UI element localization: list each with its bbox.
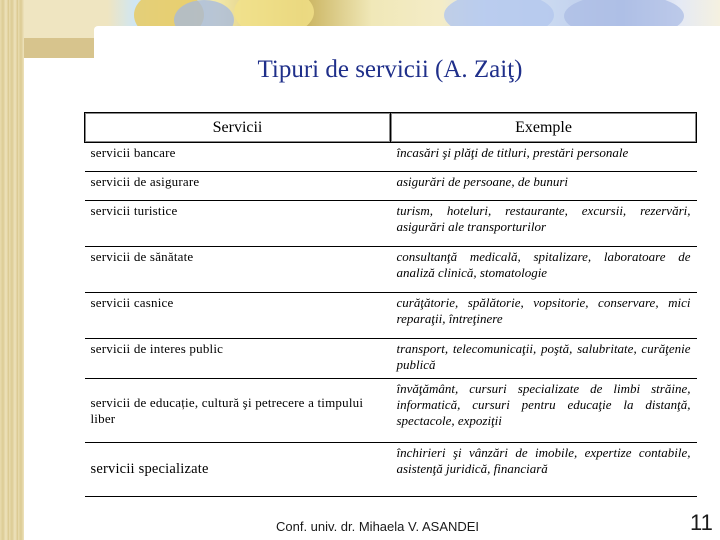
services-table: [84, 112, 697, 497]
banner-sheet: [94, 26, 720, 58]
table-row: [85, 339, 697, 379]
service-cell: servicii specializate: [85, 443, 391, 497]
header-servicii: Servicii: [85, 113, 391, 143]
footer-author: Conf. univ. dr. Mihaela V. ASANDEI: [276, 519, 480, 534]
table-header-row: [85, 113, 697, 143]
services-table-container: [84, 112, 696, 496]
top-decorative-banner: [24, 0, 720, 58]
table-row: [85, 172, 697, 201]
service-cell: servicii de sănătate: [85, 247, 391, 293]
table-row: [85, 247, 697, 293]
examples-cell: învăţământ, cursuri specializate de limbi străine, informatică, cursuri pentru educaţie la distanţă, spectacole, expoziţii: [391, 379, 697, 443]
table-row: [85, 379, 697, 443]
table-row: [85, 293, 697, 339]
service-cell: servicii de educație, cultură şi petrecere a timpului liber: [85, 379, 391, 443]
table-row: [85, 443, 697, 497]
examples-cell: curăţătorie, spălătorie, vopsitorie, conservare, mici reparaţii, întreţinere: [391, 293, 697, 339]
service-cell: servicii de asigurare: [85, 172, 391, 201]
examples-cell: consultanţă medicală, spitalizare, laboratoare de analiză clinică, stomatologie: [391, 247, 697, 293]
slide-title: Tipuri de servicii (A. Zaiţ): [257, 56, 523, 83]
examples-cell: asigurări de persoane, de bunuri: [391, 172, 697, 201]
examples-cell: transport, telecomunicaţii, poştă, salubritate, curăţenie publică: [391, 339, 697, 379]
table-row: [85, 201, 697, 247]
service-cell: servicii bancare: [85, 143, 391, 172]
page-number: 11: [690, 510, 713, 535]
service-cell: servicii turistice: [85, 201, 391, 247]
examples-cell: turism, hoteluri, restaurante, excursii, rezervări, asigurări ale transporturilor: [391, 201, 697, 247]
service-cell: servicii de interes public: [85, 339, 391, 379]
table-row: [85, 143, 697, 172]
examples-cell: încasări şi plăţi de titluri, prestări personale: [391, 143, 697, 172]
service-cell: servicii casnice: [85, 293, 391, 339]
header-exemple: Exemple: [391, 113, 697, 143]
examples-cell: închirieri şi vânzări de imobile, expertize contabile, asistenţă juridică, financiară: [391, 443, 697, 497]
